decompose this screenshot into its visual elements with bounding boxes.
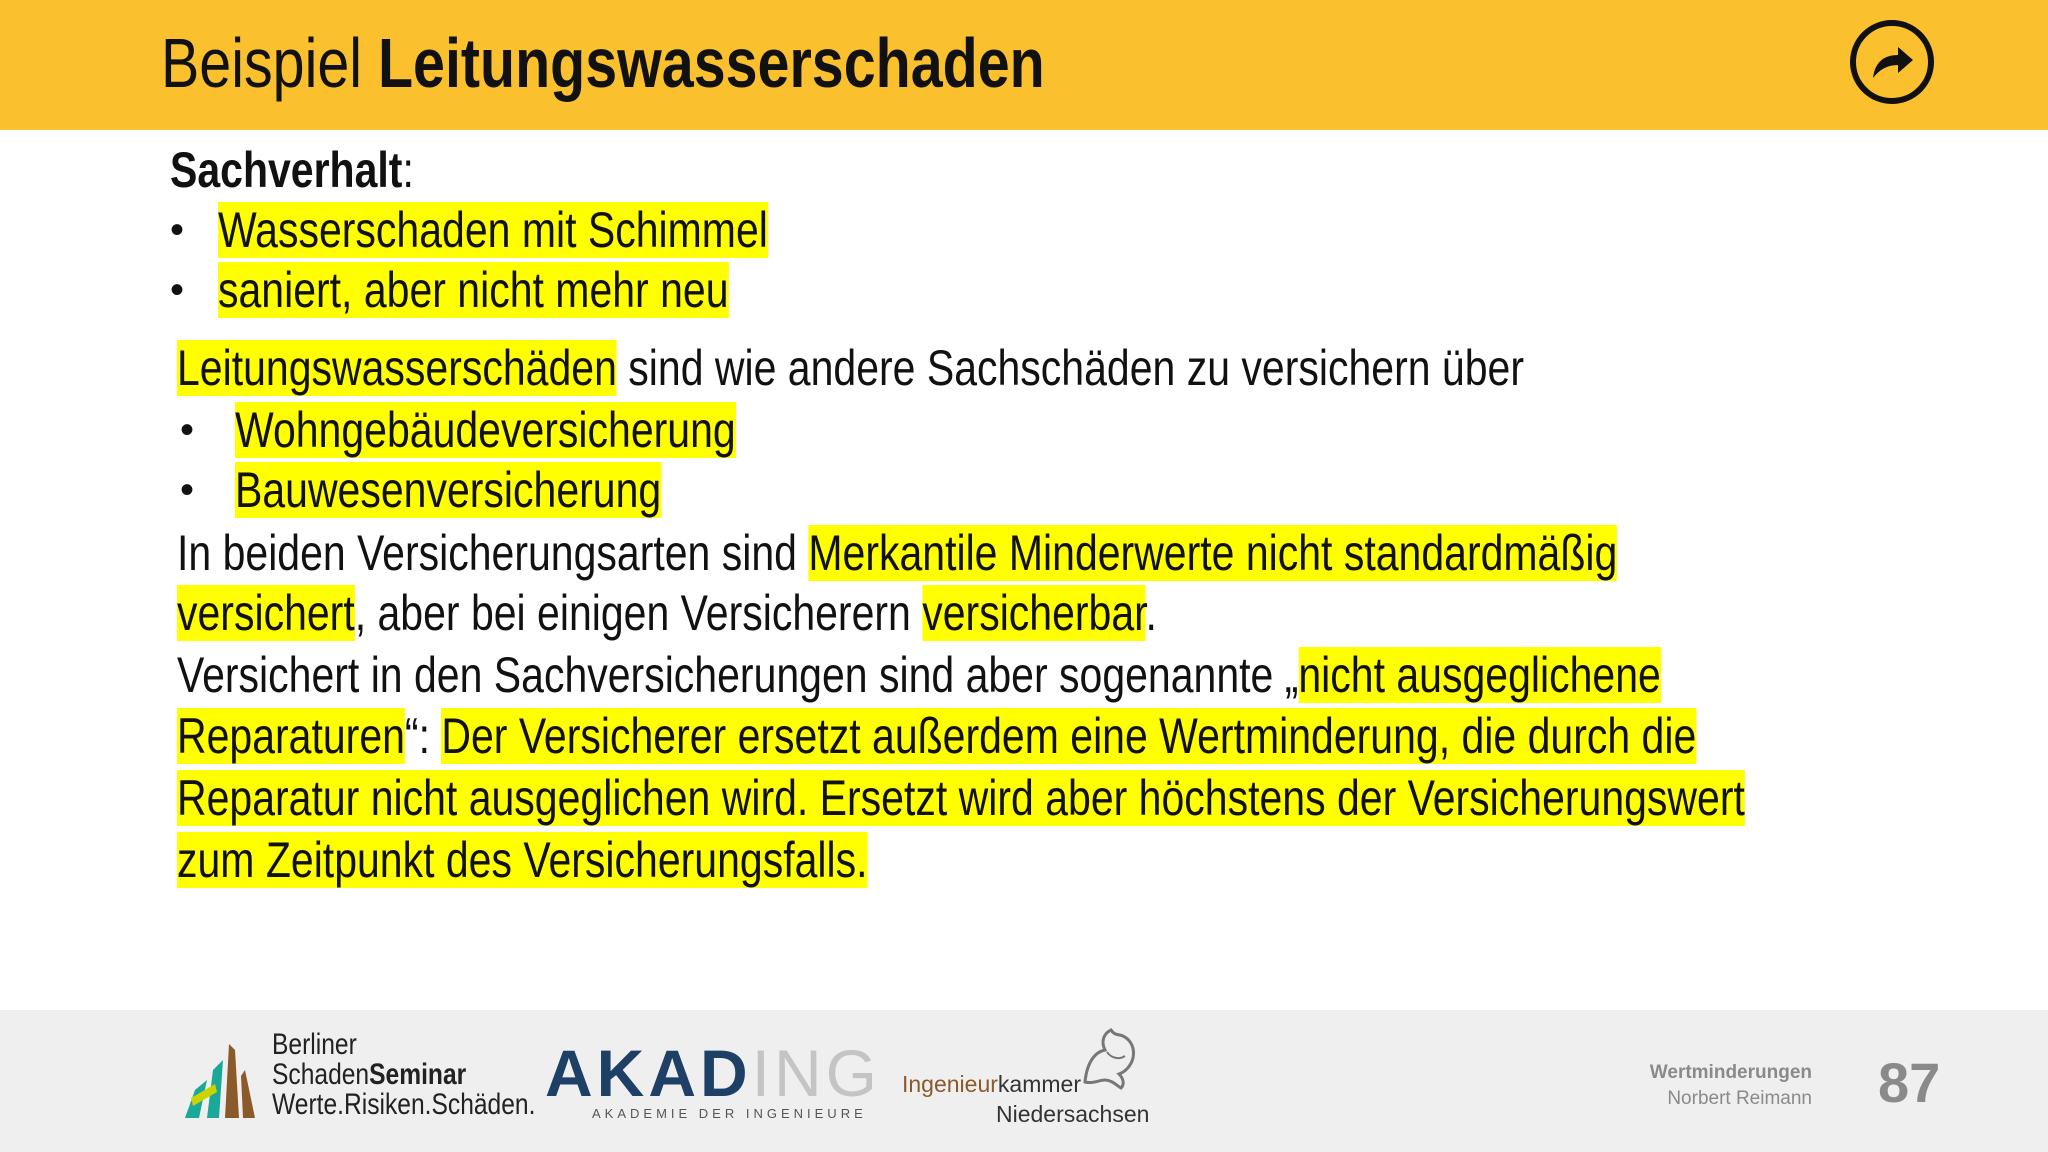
bullet-dot: • — [180, 408, 195, 452]
ik-kammer: kammer — [997, 1071, 1081, 1097]
akading-subtitle: AKADEMIE DER INGENIEURE — [592, 1106, 867, 1121]
bss-line3: Werte.Risiken.Schäden. — [272, 1088, 536, 1121]
facts-item-text: saniert, aber nicht mehr neu — [218, 262, 729, 318]
insurance-type-item — [235, 400, 736, 460]
paragraph-line — [177, 523, 1617, 583]
highlight-text: Leitungswasserschäden — [177, 340, 617, 396]
bullet-dot: • — [180, 468, 195, 512]
highlight-text: zum Zeitpunkt des Versicherungsfalls. — [177, 832, 868, 888]
bss-line1: Berliner — [272, 1028, 357, 1061]
ingenieurkammer-line2: Niedersachsen — [996, 1101, 1150, 1127]
facts-heading-colon: : — [402, 142, 414, 198]
akad-main: AKAD — [545, 1036, 752, 1110]
paragraph-line — [177, 768, 1745, 828]
facts-heading — [170, 140, 414, 200]
highlight-text: Wohngebäudeversicherung — [235, 402, 736, 458]
footer-topic: Wertminderungen — [1649, 1062, 1812, 1083]
highlight-text: nicht ausgeglichene — [1298, 647, 1661, 703]
share-button[interactable] — [1848, 18, 1936, 106]
bullet-dot: • — [170, 208, 185, 252]
horse-emblem-icon — [1075, 1022, 1145, 1092]
paragraph-insurance-intro — [177, 338, 1524, 398]
title-prefix: Beispiel — [161, 24, 363, 102]
highlight-text: Reparaturen — [177, 708, 405, 764]
body-text: In beiden Versicherungsarten sind — [177, 525, 809, 581]
title-bold: Leitungswasserschaden — [377, 24, 1045, 102]
highlight-text: versicherbar — [922, 585, 1146, 641]
highlight-text: Der Versicherer ersetzt außerdem eine Wertminderung, die durch die — [441, 708, 1697, 764]
facts-item-text: Wasserschaden mit Schimmel — [218, 202, 768, 258]
title-bar — [0, 0, 2048, 130]
highlight-text: Bauwesenversicherung — [235, 462, 662, 518]
page-number: 87 — [1878, 1051, 1941, 1114]
facts-item — [218, 260, 729, 320]
bullet-dot: • — [170, 268, 185, 312]
insurance-type-item — [235, 460, 661, 520]
body-text: Versichert in den Sachversicherungen sind aber sogenannte „ — [177, 647, 1299, 703]
facts-heading-text: Sachverhalt — [170, 142, 403, 198]
akad-ing: ING — [751, 1036, 881, 1110]
berliner-schadenseminar-logo — [185, 1040, 265, 1120]
footer-author: Norbert Reimann — [1667, 1088, 1812, 1109]
bss-line2 — [272, 1060, 535, 1090]
paragraph-line — [177, 830, 868, 890]
highlight-text: versichert — [177, 585, 355, 641]
ingenieurkammer-line1 — [902, 1071, 1081, 1098]
paragraph-line — [177, 583, 1157, 643]
share-arrow-icon — [1848, 18, 1936, 106]
body-text: “: — [404, 708, 442, 764]
bss-line2b: Seminar — [369, 1058, 467, 1091]
berliner-schadenseminar-text — [272, 1030, 535, 1120]
body-text: , aber bei einigen Versicherern — [354, 585, 923, 641]
facts-item — [218, 200, 768, 260]
bss-line2a: Schaden — [272, 1058, 370, 1091]
ik-ingenieur: Ingenieur — [902, 1071, 998, 1097]
paragraph-line — [177, 706, 1696, 766]
slide-content — [0, 130, 2048, 1010]
slide-title — [161, 18, 1045, 108]
highlight-text: Reparatur nicht ausgeglichen wird. Ersetzt wird aber höchstens der Versicherungswert — [177, 770, 1745, 826]
highlight-text: Merkantile Minderwerte nicht standardmäßig — [808, 525, 1618, 581]
footer-meta — [1650, 1060, 1812, 1112]
akading-logo — [545, 1036, 881, 1110]
paragraph-line — [177, 645, 1661, 705]
body-text: sind wie andere Sachschäden zu versichern über — [616, 340, 1524, 396]
body-text: . — [1145, 585, 1157, 641]
